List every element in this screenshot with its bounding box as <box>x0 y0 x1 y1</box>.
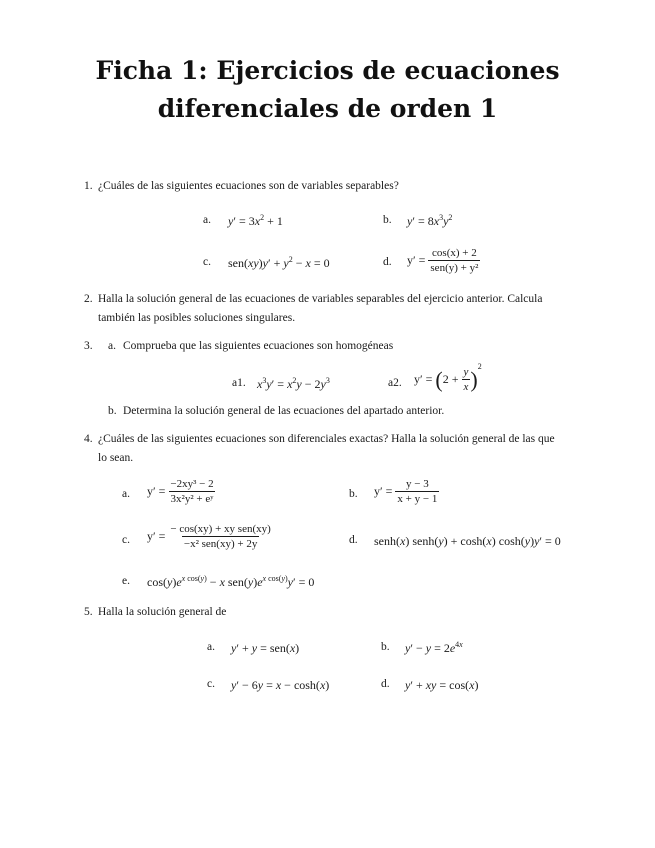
q4-a-label: a. <box>122 488 130 500</box>
q1-c-equation: $sen(xy)y' + y^2 - x = 0$ <box>228 255 330 270</box>
q1-b-equation: $y' = 8x^3y^2$ <box>407 213 453 228</box>
q4-a-lhs: y′ = <box>147 483 166 498</box>
q3-a1-equation: $x^3y' = x^2y - 2y^3$ <box>257 376 330 391</box>
q4-b-equation <box>374 478 439 506</box>
q2-line-2: también las posibles soluciones singulares. <box>98 312 296 324</box>
q5-b-label: b. <box>381 641 390 653</box>
q4-d-label: d. <box>349 534 358 546</box>
q4-line-1: ¿Cuáles de las siguientes ecuaciones son diferenciales exactas? Halla la solución general de las que <box>98 433 555 445</box>
q3-a2-exponent: 2 <box>477 361 482 371</box>
q4-b-denominator: x + y − 1 <box>397 493 438 505</box>
title-line-1: Ficha 1: Ejercicios de ecuaciones <box>95 56 560 85</box>
q1-text: ¿Cuáles de las siguientes ecuaciones son de variables separables? <box>98 180 399 192</box>
q1-a-label: a. <box>203 214 211 226</box>
q1-d-lhs: y′ = <box>407 252 426 267</box>
q5-c-equation: y′ − 6y = x − cosh(x) <box>231 678 330 692</box>
left-paren: ( <box>435 367 443 392</box>
q3-a2-lhs: y′ = <box>414 371 433 386</box>
q5-number: 5. <box>84 606 93 618</box>
q1-number: 1. <box>84 180 93 192</box>
q4-a-fraction <box>168 478 215 506</box>
q1-d-numerator: cos(x) + 2 <box>432 247 477 259</box>
q4-c-denominator: −x² sen(xy) + 2y <box>183 538 258 550</box>
q4-c-label: c. <box>122 534 130 546</box>
q4-c-fraction <box>168 523 272 551</box>
q5-c-label: c. <box>207 678 215 690</box>
q1-d-label: d. <box>383 256 392 268</box>
q5-a-label: a. <box>207 641 215 653</box>
q3-a2-numerator: y <box>463 366 469 378</box>
q1-a-equation: $y' = 3x^2 + 1$ <box>228 213 283 228</box>
q4-a-denominator: 3x²y² + eʸ <box>170 493 214 505</box>
q4-e-label: e. <box>122 575 130 587</box>
title-line-2: diferenciales de orden 1 <box>157 94 498 123</box>
q4-a-equation <box>147 478 216 506</box>
q4-d-equation: senh(x) senh(y) + cosh(x) cosh(y)y′ = 0 <box>374 534 561 548</box>
q4-b-fraction <box>395 478 439 506</box>
q1-c-label: c. <box>203 256 211 268</box>
q1-d-fraction <box>428 247 480 275</box>
q3-b-text: Determina la solución general de las ecuaciones del apartado anterior. <box>123 405 445 417</box>
q4-e-equation: $\cos(y)e^{x cos(y)} - x$ $sen(y)e^{x cos(y)}y' = 0$ <box>147 574 315 589</box>
q4-b-label: b. <box>349 488 358 500</box>
q3-a2-inner: 2 + <box>442 371 459 386</box>
q5-text: Halla la solución general de <box>98 606 227 618</box>
q5-d-label: d. <box>381 678 390 690</box>
q4-b-lhs: y′ = <box>374 483 393 498</box>
q2-number: 2. <box>84 293 93 305</box>
q3-a-label: a. <box>108 340 116 352</box>
q4-b-numerator: y − 3 <box>406 478 429 490</box>
q3-a1-label: a1. <box>232 377 246 389</box>
page-title <box>0 52 655 128</box>
q2-line-1: Halla la solución general de las ecuaciones de variables separables del ejercicio anterior. Calcula <box>98 293 543 305</box>
q4-c-equation <box>147 523 273 551</box>
q5-a-equation: y′ + y = sen(x) <box>231 641 300 655</box>
q5-b-equation: $y' - y = 2e^{4x}$ <box>405 640 463 655</box>
q1-b-label: b. <box>383 214 392 226</box>
q5-d-equation: y′ + xy = cos(x) <box>405 678 479 692</box>
q4-number: 4. <box>84 433 93 445</box>
q3-a-text: Comprueba que las siguientes ecuaciones son homogéneas <box>123 340 394 352</box>
q3-a2-equation <box>414 361 482 394</box>
q1-d-equation <box>407 247 480 275</box>
q4-c-numerator: − cos(xy) + xy sen(xy) <box>170 523 271 535</box>
q4-line-2: lo sean. <box>98 452 134 464</box>
q3-number: 3. <box>84 340 93 352</box>
right-paren: ) <box>470 367 478 392</box>
q3-b-label: b. <box>108 405 117 417</box>
q1-d-denominator: sen(y) + y² <box>430 262 479 274</box>
q3-a2-denominator: x <box>463 381 469 393</box>
q3-a2-label: a2. <box>388 377 402 389</box>
q4-a-numerator: −2xy³ − 2 <box>170 478 214 490</box>
q4-c-lhs: y′ = <box>147 528 166 543</box>
